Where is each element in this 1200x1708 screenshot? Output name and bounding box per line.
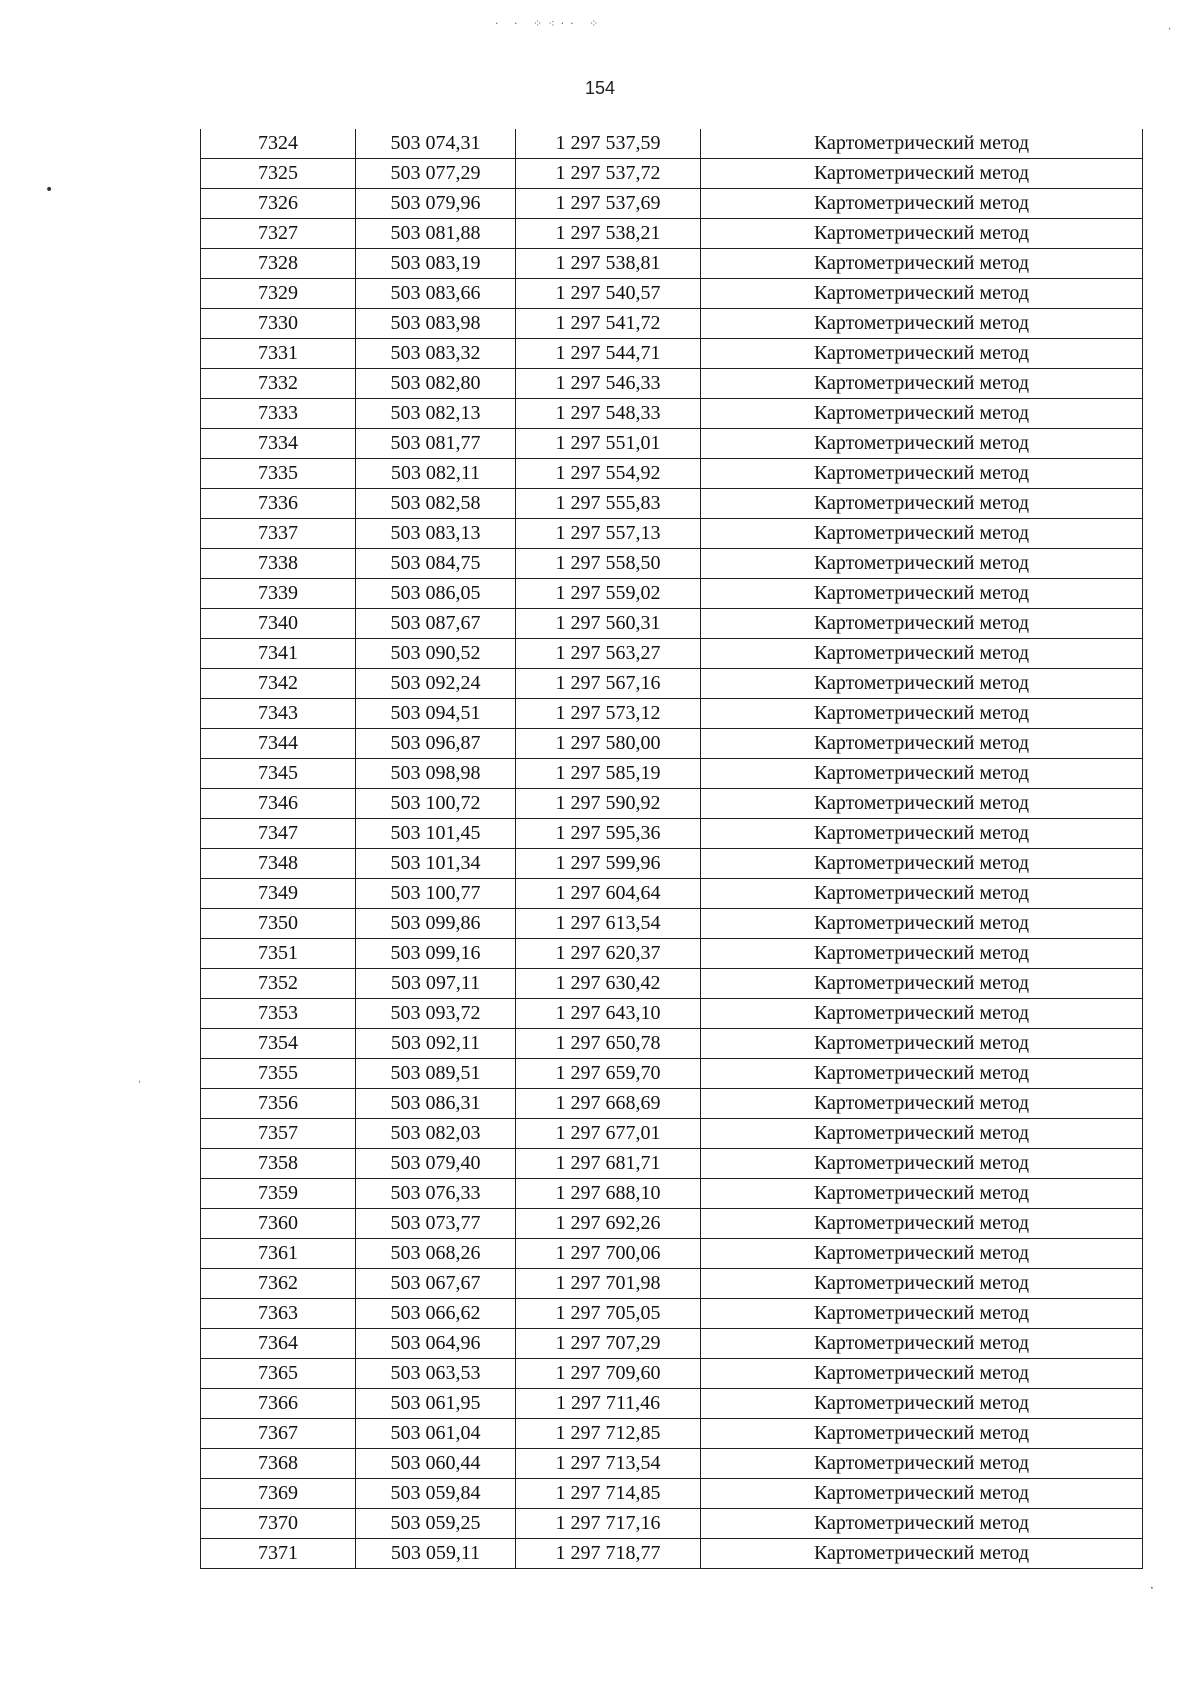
method-cell: Картометрический метод: [701, 549, 1143, 579]
point-number-cell: 7345: [201, 759, 356, 789]
x-coordinate-cell: 503 090,52: [356, 639, 516, 669]
table-row: [201, 1419, 1143, 1449]
y-coordinate-cell: 1 297 560,31: [516, 609, 701, 639]
y-coordinate-cell: 1 297 688,10: [516, 1179, 701, 1209]
table-row: [201, 1269, 1143, 1299]
point-number-cell: 7334: [201, 429, 356, 459]
x-coordinate-cell: 503 093,72: [356, 999, 516, 1029]
point-number-cell: 7346: [201, 789, 356, 819]
x-coordinate-cell: 503 101,34: [356, 849, 516, 879]
point-number-cell: 7355: [201, 1059, 356, 1089]
method-cell: Картометрический метод: [701, 669, 1143, 699]
point-number-cell: 7331: [201, 339, 356, 369]
y-coordinate-cell: 1 297 555,83: [516, 489, 701, 519]
x-coordinate-cell: 503 082,80: [356, 369, 516, 399]
x-coordinate-cell: 503 086,05: [356, 579, 516, 609]
method-cell: Картометрический метод: [701, 699, 1143, 729]
y-coordinate-cell: 1 297 668,69: [516, 1089, 701, 1119]
point-number-cell: 7347: [201, 819, 356, 849]
method-cell: Картометрический метод: [701, 279, 1143, 309]
table-row: [201, 969, 1143, 999]
method-cell: Картометрический метод: [701, 1389, 1143, 1419]
y-coordinate-cell: 1 297 567,16: [516, 669, 701, 699]
table-row: [201, 1299, 1143, 1329]
table-row: [201, 1029, 1143, 1059]
table-row: [201, 459, 1143, 489]
table-row: [201, 909, 1143, 939]
point-number-cell: 7368: [201, 1449, 356, 1479]
point-number-cell: 7354: [201, 1029, 356, 1059]
y-coordinate-cell: 1 297 585,19: [516, 759, 701, 789]
point-number-cell: 7343: [201, 699, 356, 729]
point-number-cell: 7353: [201, 999, 356, 1029]
method-cell: Картометрический метод: [701, 189, 1143, 219]
x-coordinate-cell: 503 086,31: [356, 1089, 516, 1119]
y-coordinate-cell: 1 297 559,02: [516, 579, 701, 609]
x-coordinate-cell: 503 098,98: [356, 759, 516, 789]
point-number-cell: 7330: [201, 309, 356, 339]
x-coordinate-cell: 503 059,25: [356, 1509, 516, 1539]
point-number-cell: 7357: [201, 1119, 356, 1149]
x-coordinate-cell: 503 082,11: [356, 459, 516, 489]
x-coordinate-cell: 503 081,77: [356, 429, 516, 459]
x-coordinate-cell: 503 083,13: [356, 519, 516, 549]
table-row: [201, 1389, 1143, 1419]
table-row: [201, 249, 1143, 279]
y-coordinate-cell: 1 297 595,36: [516, 819, 701, 849]
point-number-cell: 7336: [201, 489, 356, 519]
table-row: [201, 159, 1143, 189]
y-coordinate-cell: 1 297 604,64: [516, 879, 701, 909]
method-cell: Картометрический метод: [701, 429, 1143, 459]
x-coordinate-cell: 503 089,51: [356, 1059, 516, 1089]
method-cell: Картометрический метод: [701, 1299, 1143, 1329]
method-cell: Картометрический метод: [701, 639, 1143, 669]
method-cell: Картометрический метод: [701, 909, 1143, 939]
x-coordinate-cell: 503 083,66: [356, 279, 516, 309]
table-row: [201, 1209, 1143, 1239]
y-coordinate-cell: 1 297 717,16: [516, 1509, 701, 1539]
table-row: [201, 129, 1143, 159]
point-number-cell: 7369: [201, 1479, 356, 1509]
y-coordinate-cell: 1 297 548,33: [516, 399, 701, 429]
y-coordinate-cell: 1 297 613,54: [516, 909, 701, 939]
y-coordinate-cell: 1 297 590,92: [516, 789, 701, 819]
method-cell: Картометрический метод: [701, 969, 1143, 999]
point-number-cell: 7335: [201, 459, 356, 489]
x-coordinate-cell: 503 092,11: [356, 1029, 516, 1059]
table-row: [201, 519, 1143, 549]
table-row: [201, 339, 1143, 369]
point-number-cell: 7326: [201, 189, 356, 219]
table-row: [201, 849, 1143, 879]
point-number-cell: 7342: [201, 669, 356, 699]
method-cell: Картометрический метод: [701, 849, 1143, 879]
method-cell: Картометрический метод: [701, 249, 1143, 279]
y-coordinate-cell: 1 297 700,06: [516, 1239, 701, 1269]
y-coordinate-cell: 1 297 551,01: [516, 429, 701, 459]
method-cell: Картометрический метод: [701, 1059, 1143, 1089]
table-row: [201, 189, 1143, 219]
y-coordinate-cell: 1 297 705,05: [516, 1299, 701, 1329]
table-row: [201, 489, 1143, 519]
point-number-cell: 7348: [201, 849, 356, 879]
table-row: [201, 1179, 1143, 1209]
point-number-cell: 7352: [201, 969, 356, 999]
x-coordinate-cell: 503 076,33: [356, 1179, 516, 1209]
point-number-cell: 7329: [201, 279, 356, 309]
x-coordinate-cell: 503 099,86: [356, 909, 516, 939]
scan-artifact-dot: ,: [138, 1074, 142, 1085]
x-coordinate-cell: 503 100,77: [356, 879, 516, 909]
x-coordinate-cell: 503 077,29: [356, 159, 516, 189]
y-coordinate-cell: 1 297 714,85: [516, 1479, 701, 1509]
method-cell: Картометрический метод: [701, 879, 1143, 909]
y-coordinate-cell: 1 297 707,29: [516, 1329, 701, 1359]
table-row: [201, 579, 1143, 609]
table-row: [201, 429, 1143, 459]
scan-artifact-dot: •: [45, 182, 54, 198]
y-coordinate-cell: 1 297 681,71: [516, 1149, 701, 1179]
method-cell: Картометрический метод: [701, 939, 1143, 969]
method-cell: Картометрический метод: [701, 609, 1143, 639]
x-coordinate-cell: 503 083,19: [356, 249, 516, 279]
table-row: [201, 219, 1143, 249]
y-coordinate-cell: 1 297 573,12: [516, 699, 701, 729]
scan-artifact-dot: ·: [1150, 1581, 1154, 1595]
point-number-cell: 7339: [201, 579, 356, 609]
y-coordinate-cell: 1 297 537,59: [516, 129, 701, 159]
method-cell: Картометрический метод: [701, 1239, 1143, 1269]
method-cell: Картометрический метод: [701, 1479, 1143, 1509]
y-coordinate-cell: 1 297 537,72: [516, 159, 701, 189]
table-row: [201, 939, 1143, 969]
table-row: [201, 369, 1143, 399]
x-coordinate-cell: 503 100,72: [356, 789, 516, 819]
method-cell: Картометрический метод: [701, 1539, 1143, 1569]
table-row: [201, 549, 1143, 579]
table-row: [201, 999, 1143, 1029]
y-coordinate-cell: 1 297 643,10: [516, 999, 701, 1029]
y-coordinate-cell: 1 297 558,50: [516, 549, 701, 579]
table-row: [201, 1239, 1143, 1269]
x-coordinate-cell: 503 063,53: [356, 1359, 516, 1389]
point-number-cell: 7338: [201, 549, 356, 579]
table-row: [201, 309, 1143, 339]
point-number-cell: 7359: [201, 1179, 356, 1209]
method-cell: Картометрический метод: [701, 1209, 1143, 1239]
y-coordinate-cell: 1 297 538,81: [516, 249, 701, 279]
y-coordinate-cell: 1 297 599,96: [516, 849, 701, 879]
x-coordinate-cell: 503 079,40: [356, 1149, 516, 1179]
x-coordinate-cell: 503 061,04: [356, 1419, 516, 1449]
method-cell: Картометрический метод: [701, 489, 1143, 519]
page-number: 154: [584, 78, 616, 98]
method-cell: Картометрический метод: [701, 999, 1143, 1029]
point-number-cell: 7328: [201, 249, 356, 279]
y-coordinate-cell: 1 297 718,77: [516, 1539, 701, 1569]
y-coordinate-cell: 1 297 541,72: [516, 309, 701, 339]
method-cell: Картометрический метод: [701, 1419, 1143, 1449]
point-number-cell: 7366: [201, 1389, 356, 1419]
table-row: [201, 819, 1143, 849]
point-number-cell: 7363: [201, 1299, 356, 1329]
x-coordinate-cell: 503 101,45: [356, 819, 516, 849]
point-number-cell: 7327: [201, 219, 356, 249]
point-number-cell: 7349: [201, 879, 356, 909]
x-coordinate-cell: 503 081,88: [356, 219, 516, 249]
point-number-cell: 7367: [201, 1419, 356, 1449]
y-coordinate-cell: 1 297 563,27: [516, 639, 701, 669]
point-number-cell: 7324: [201, 129, 356, 159]
x-coordinate-cell: 503 060,44: [356, 1449, 516, 1479]
point-number-cell: 7364: [201, 1329, 356, 1359]
method-cell: Картометрический метод: [701, 789, 1143, 819]
x-coordinate-cell: 503 074,31: [356, 129, 516, 159]
y-coordinate-cell: 1 297 650,78: [516, 1029, 701, 1059]
method-cell: Картометрический метод: [701, 519, 1143, 549]
point-number-cell: 7358: [201, 1149, 356, 1179]
method-cell: Картометрический метод: [701, 819, 1143, 849]
point-number-cell: 7325: [201, 159, 356, 189]
point-number-cell: 7344: [201, 729, 356, 759]
method-cell: Картометрический метод: [701, 369, 1143, 399]
x-coordinate-cell: 503 067,67: [356, 1269, 516, 1299]
table-row: [201, 1449, 1143, 1479]
x-coordinate-cell: 503 084,75: [356, 549, 516, 579]
x-coordinate-cell: 503 068,26: [356, 1239, 516, 1269]
table-row: [201, 789, 1143, 819]
table-row: [201, 1509, 1143, 1539]
method-cell: Картометрический метод: [701, 729, 1143, 759]
method-cell: Картометрический метод: [701, 309, 1143, 339]
table-row: [201, 729, 1143, 759]
y-coordinate-cell: 1 297 692,26: [516, 1209, 701, 1239]
y-coordinate-cell: 1 297 557,13: [516, 519, 701, 549]
table-row: [201, 879, 1143, 909]
y-coordinate-cell: 1 297 711,46: [516, 1389, 701, 1419]
x-coordinate-cell: 503 082,13: [356, 399, 516, 429]
x-coordinate-cell: 503 082,03: [356, 1119, 516, 1149]
x-coordinate-cell: 503 083,32: [356, 339, 516, 369]
x-coordinate-cell: 503 099,16: [356, 939, 516, 969]
point-number-cell: 7356: [201, 1089, 356, 1119]
table-row: [201, 279, 1143, 309]
y-coordinate-cell: 1 297 537,69: [516, 189, 701, 219]
method-cell: Картометрический метод: [701, 1359, 1143, 1389]
x-coordinate-cell: 503 092,24: [356, 669, 516, 699]
scan-artifact-dot: ‚: [1168, 21, 1172, 32]
table-row: [201, 759, 1143, 789]
x-coordinate-cell: 503 096,87: [356, 729, 516, 759]
y-coordinate-cell: 1 297 659,70: [516, 1059, 701, 1089]
table-row: [201, 1059, 1143, 1089]
point-number-cell: 7360: [201, 1209, 356, 1239]
table-row: [201, 699, 1143, 729]
y-coordinate-cell: 1 297 554,92: [516, 459, 701, 489]
table-row: [201, 399, 1143, 429]
y-coordinate-cell: 1 297 701,98: [516, 1269, 701, 1299]
point-number-cell: 7370: [201, 1509, 356, 1539]
point-number-cell: 7332: [201, 369, 356, 399]
method-cell: Картометрический метод: [701, 1179, 1143, 1209]
scan-artifact-header: · · ⁘⁖·· ⁘: [495, 17, 605, 30]
y-coordinate-cell: 1 297 709,60: [516, 1359, 701, 1389]
method-cell: Картометрический метод: [701, 1449, 1143, 1479]
table-row: [201, 1359, 1143, 1389]
method-cell: Картометрический метод: [701, 399, 1143, 429]
x-coordinate-cell: 503 066,62: [356, 1299, 516, 1329]
x-coordinate-cell: 503 082,58: [356, 489, 516, 519]
method-cell: Картометрический метод: [701, 459, 1143, 489]
x-coordinate-cell: 503 083,98: [356, 309, 516, 339]
point-number-cell: 7340: [201, 609, 356, 639]
x-coordinate-cell: 503 087,67: [356, 609, 516, 639]
table-row: [201, 1149, 1143, 1179]
point-number-cell: 7361: [201, 1239, 356, 1269]
y-coordinate-cell: 1 297 620,37: [516, 939, 701, 969]
method-cell: Картометрический метод: [701, 219, 1143, 249]
table-row: [201, 1089, 1143, 1119]
point-number-cell: 7337: [201, 519, 356, 549]
y-coordinate-cell: 1 297 540,57: [516, 279, 701, 309]
point-number-cell: 7371: [201, 1539, 356, 1569]
point-number-cell: 7362: [201, 1269, 356, 1299]
y-coordinate-cell: 1 297 677,01: [516, 1119, 701, 1149]
y-coordinate-cell: 1 297 580,00: [516, 729, 701, 759]
point-number-cell: 7350: [201, 909, 356, 939]
x-coordinate-cell: 503 059,11: [356, 1539, 516, 1569]
method-cell: Картометрический метод: [701, 579, 1143, 609]
point-number-cell: 7365: [201, 1359, 356, 1389]
point-number-cell: 7351: [201, 939, 356, 969]
point-number-cell: 7333: [201, 399, 356, 429]
x-coordinate-cell: 503 073,77: [356, 1209, 516, 1239]
method-cell: Картометрический метод: [701, 759, 1143, 789]
y-coordinate-cell: 1 297 712,85: [516, 1419, 701, 1449]
method-cell: Картометрический метод: [701, 1509, 1143, 1539]
method-cell: Картометрический метод: [701, 1269, 1143, 1299]
coordinates-table-body: [201, 129, 1143, 1569]
table-row: [201, 1479, 1143, 1509]
x-coordinate-cell: 503 064,96: [356, 1329, 516, 1359]
x-coordinate-cell: 503 094,51: [356, 699, 516, 729]
table-row: [201, 1119, 1143, 1149]
x-coordinate-cell: 503 079,96: [356, 189, 516, 219]
table-row: [201, 639, 1143, 669]
y-coordinate-cell: 1 297 544,71: [516, 339, 701, 369]
x-coordinate-cell: 503 061,95: [356, 1389, 516, 1419]
method-cell: Картометрический метод: [701, 159, 1143, 189]
point-number-cell: 7341: [201, 639, 356, 669]
method-cell: Картометрический метод: [701, 1119, 1143, 1149]
method-cell: Картометрический метод: [701, 1029, 1143, 1059]
method-cell: Картометрический метод: [701, 1089, 1143, 1119]
method-cell: Картометрический метод: [701, 1149, 1143, 1179]
x-coordinate-cell: 503 059,84: [356, 1479, 516, 1509]
table-row: [201, 1329, 1143, 1359]
coordinates-table: [200, 129, 1143, 1569]
y-coordinate-cell: 1 297 630,42: [516, 969, 701, 999]
method-cell: Картометрический метод: [701, 1329, 1143, 1359]
y-coordinate-cell: 1 297 538,21: [516, 219, 701, 249]
x-coordinate-cell: 503 097,11: [356, 969, 516, 999]
y-coordinate-cell: 1 297 713,54: [516, 1449, 701, 1479]
table-row: [201, 1539, 1143, 1569]
table-row: [201, 609, 1143, 639]
table-row: [201, 669, 1143, 699]
y-coordinate-cell: 1 297 546,33: [516, 369, 701, 399]
method-cell: Картометрический метод: [701, 339, 1143, 369]
method-cell: Картометрический метод: [701, 129, 1143, 159]
